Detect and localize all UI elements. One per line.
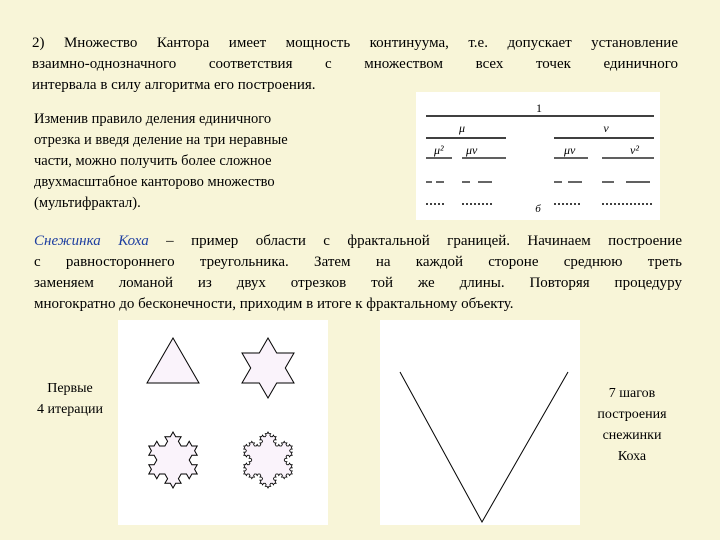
text-line: (мультифрактал). <box>34 195 141 211</box>
cantor-multifractal-figure <box>416 92 660 220</box>
koch-iteration-2 <box>149 432 197 488</box>
koch-iterations-figure <box>118 320 328 525</box>
caption-line: построения <box>597 407 667 422</box>
label-nu: ν <box>603 121 609 135</box>
text-line: многократно до бесконечности, приходим в итоге к фрактальному объекту. <box>34 296 514 312</box>
koch-iteration-0 <box>147 338 199 383</box>
text-line: Изменив правило деления единичного <box>34 111 272 127</box>
caption-first-iterations <box>30 378 110 420</box>
caption-line: Коха <box>617 449 647 464</box>
paragraph-multifractal <box>34 109 374 214</box>
koch-curve-lines <box>400 372 568 522</box>
text-line: отрезка и введя деление на три неравные <box>34 132 288 148</box>
text-line: интервала в силу алгоритма его построения. <box>32 77 316 93</box>
caption-line: Первые <box>47 381 93 396</box>
label-b: б <box>535 203 541 215</box>
text-line: с равностороннего треугольника. Затем на каждой стороне среднюю треть <box>34 254 682 270</box>
text-line: заменяем ломаной из двух отрезков той же длины. Повторяя процедуру <box>34 275 682 291</box>
text-fragment: – пример области с фрактальной границей. Начинаем построение <box>148 233 682 249</box>
label-nu2: ν² <box>630 143 639 157</box>
text-line: части, можно получить более сложное <box>34 153 272 169</box>
text-line-first <box>34 231 682 252</box>
label-munu-2: μν <box>564 143 576 157</box>
caption-line: снежинки <box>602 428 662 443</box>
paragraph-koch <box>34 231 682 315</box>
koch-iteration-1 <box>242 338 294 398</box>
caption-koch-steps <box>592 383 672 467</box>
koch-term: Снежинка Коха <box>34 233 149 249</box>
text-line: взаимно-однозначного соответствия с множеством всех точек единичного <box>32 56 678 72</box>
koch-construction-figure <box>380 320 580 525</box>
label-mu: μ <box>458 121 466 135</box>
caption-line: 4 итерации <box>36 402 103 417</box>
label-munu-1: μν <box>466 143 478 157</box>
label-mu2: μ² <box>434 143 444 157</box>
label-one: 1 <box>536 101 542 115</box>
paragraph-cantor-cardinality <box>32 33 678 96</box>
koch-iteration-3 <box>244 432 292 488</box>
text-line: 2) Множество Кантора имеет мощность континуума, т.е. допускает установление <box>32 35 678 51</box>
caption-line: 7 шагов <box>608 386 656 401</box>
text-line: двухмасштабное канторово множество <box>34 174 275 190</box>
